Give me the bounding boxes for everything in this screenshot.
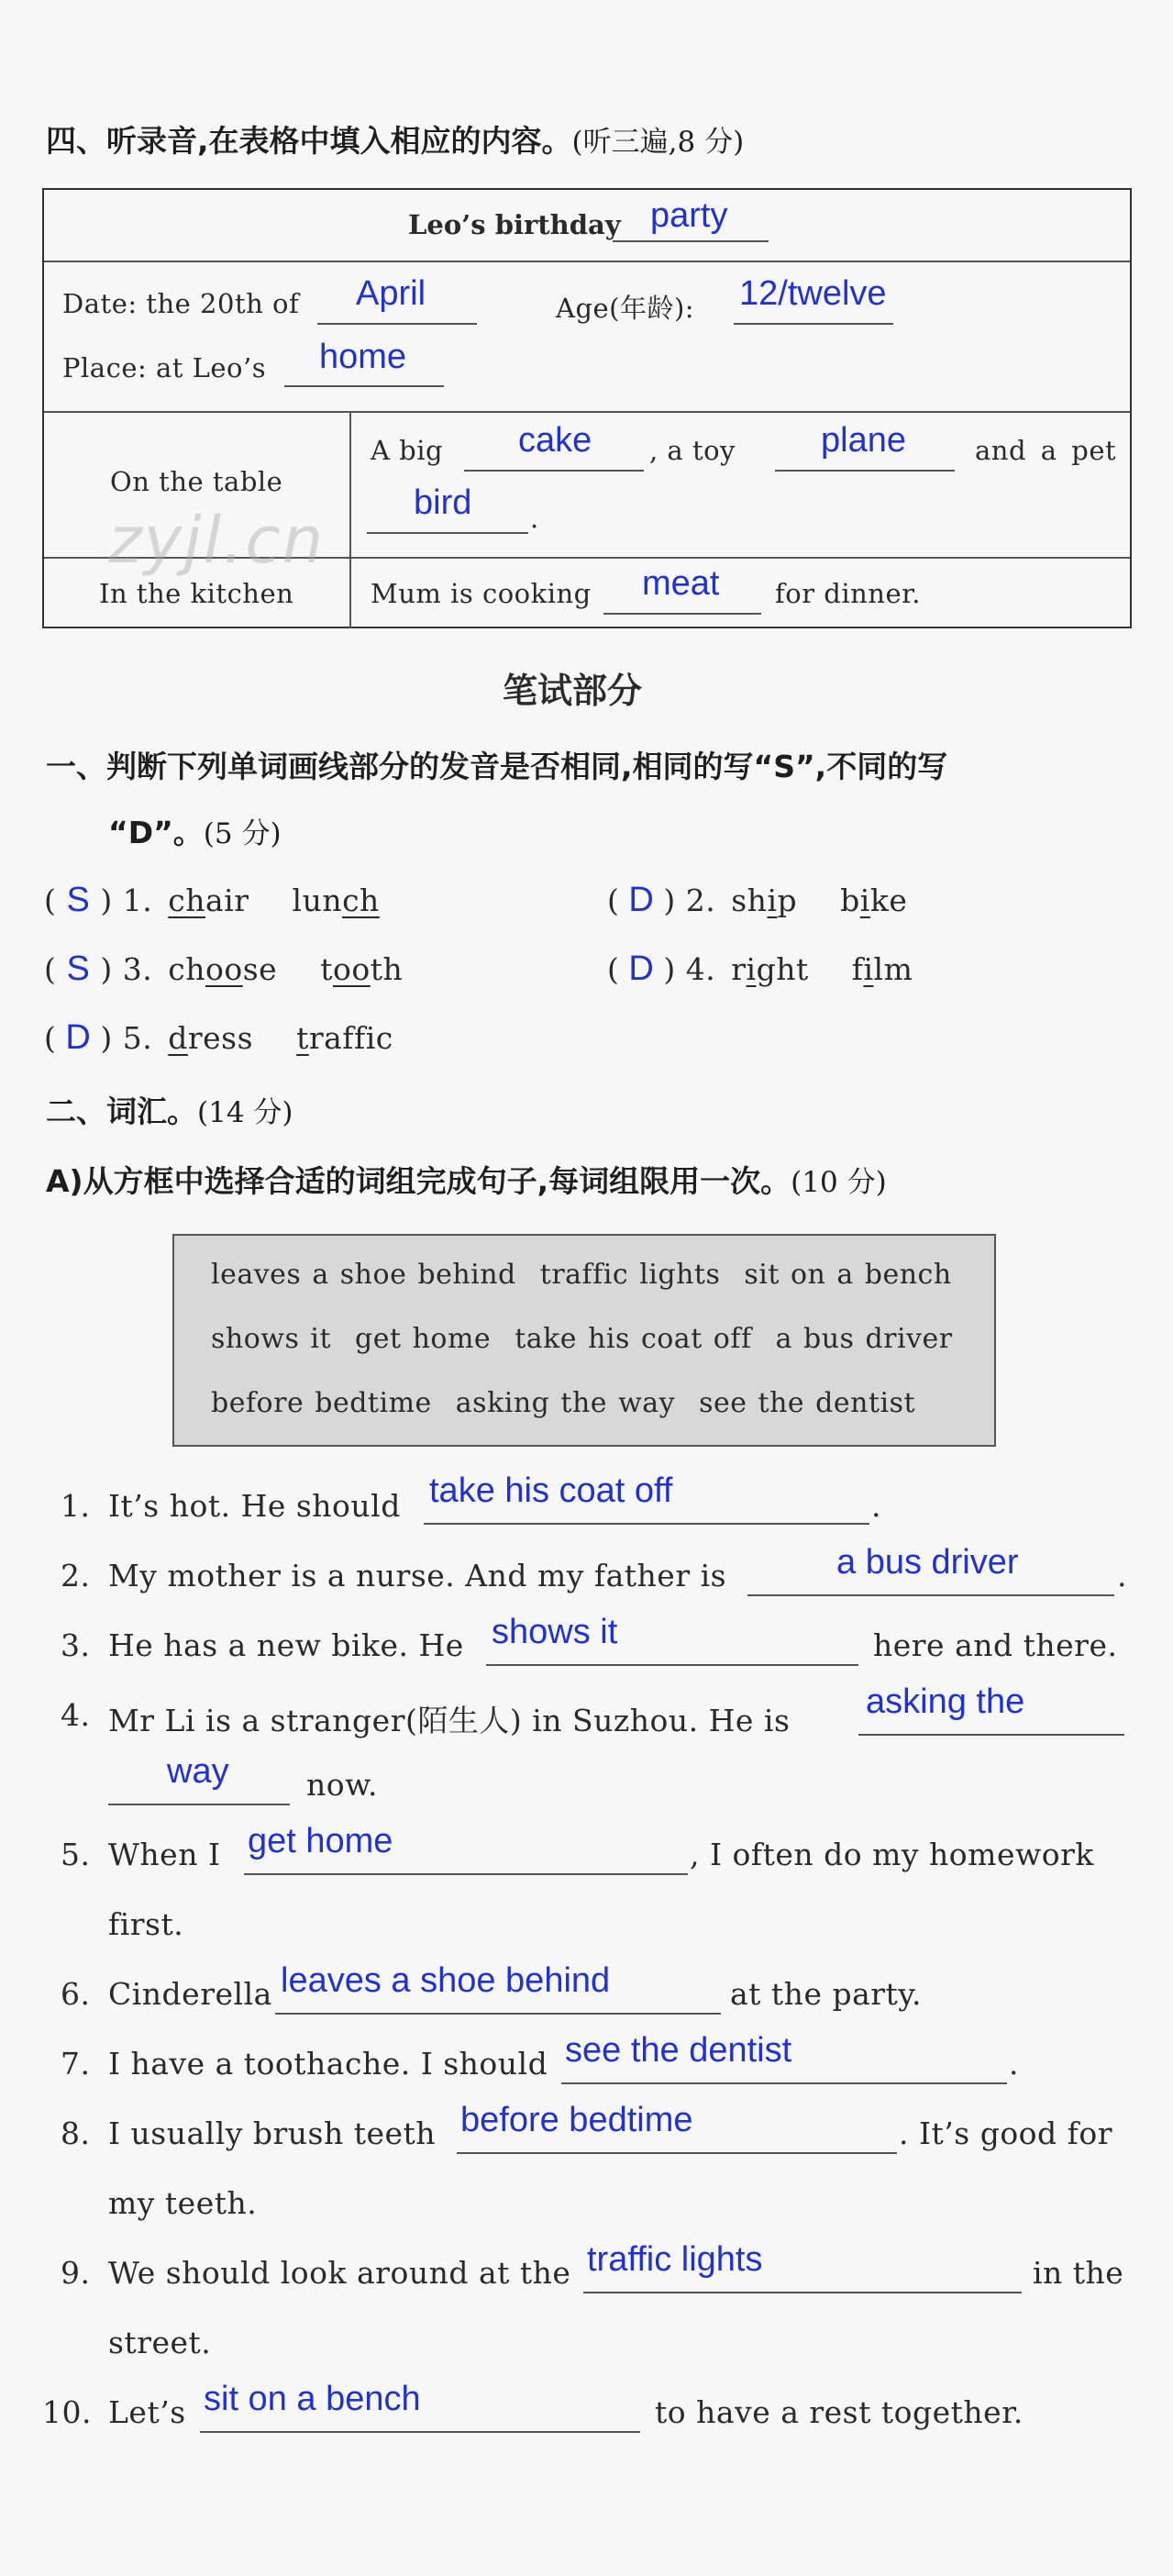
part2-points: (14 分) xyxy=(197,1096,293,1129)
table-answer-2: plane xyxy=(821,421,906,460)
q1-post: . xyxy=(871,1488,881,1524)
q6-pre: Cinderella xyxy=(108,1976,272,2012)
table-text-1: A big xyxy=(371,435,444,466)
table-label: On the table xyxy=(110,466,283,497)
phrase: get home xyxy=(355,1323,492,1355)
q8-num: 8. xyxy=(61,2115,91,2151)
phrase: shows it xyxy=(211,1323,332,1355)
q9-num: 9. xyxy=(61,2255,91,2291)
phonics-item-3: ( S ) 3. choose tooth xyxy=(44,949,404,988)
part2-sub-a-text: A)从方框中选择合适的词组完成句子,每词组限用一次。 xyxy=(46,1163,791,1199)
date-answer: April xyxy=(356,274,426,313)
q5-num: 5. xyxy=(61,1837,91,1872)
phonics-answer-2: D xyxy=(628,881,655,919)
q8-pre: I usually brush teeth xyxy=(108,2115,437,2151)
phonics-num-3: 3. xyxy=(122,951,153,987)
phrase: asking the way xyxy=(455,1387,676,1419)
q3-num: 3. xyxy=(61,1627,91,1663)
table-text-3: and a pet xyxy=(975,435,1117,466)
phrase: see the dentist xyxy=(699,1387,916,1419)
part4-points: (听三遍,8 分) xyxy=(571,126,745,159)
q5-pre: When I xyxy=(108,1837,221,1872)
word-box-row-3 xyxy=(211,1387,915,1419)
q9-answer: traffic lights xyxy=(587,2240,763,2279)
phonics-answer-5: D xyxy=(65,1018,92,1057)
part1-points: (5 分) xyxy=(203,817,282,850)
q7-num: 7. xyxy=(61,2046,91,2082)
phrase: before bedtime xyxy=(211,1387,432,1419)
phrase: a bus driver xyxy=(775,1323,953,1355)
q2-answer: a bus driver xyxy=(836,1543,1019,1582)
q8-post2: my teeth. xyxy=(108,2185,258,2221)
table-text-4: . xyxy=(530,503,539,534)
q8-post: . It’s good for xyxy=(899,2115,1113,2151)
place-label: Place: at Leo’s xyxy=(62,352,267,383)
part4-heading-text: 四、听录音,在表格中填入相应的内容。 xyxy=(46,123,572,159)
table-answer-1: cake xyxy=(518,421,592,460)
kitchen-text-1: Mum is cooking xyxy=(371,578,592,609)
q4-answer-1: asking the xyxy=(866,1682,1025,1721)
part4-heading xyxy=(46,117,744,161)
q2-post: . xyxy=(1117,1558,1127,1593)
q9-pre: We should look around at the xyxy=(108,2255,571,2291)
q5-post: , I often do my homework xyxy=(690,1837,1094,1872)
q6-post: at the party. xyxy=(730,1976,923,2012)
date-label: Date: the 20th of xyxy=(62,288,300,319)
q4-post: now. xyxy=(306,1767,378,1803)
phrase: traffic lights xyxy=(539,1259,721,1291)
part2-sub-a xyxy=(46,1158,887,1201)
place-answer: home xyxy=(319,338,407,376)
q1-pre: It’s hot. He should xyxy=(108,1488,401,1524)
q5-answer: get home xyxy=(248,1822,393,1860)
q7-post: . xyxy=(1009,2046,1019,2082)
q2-num: 2. xyxy=(61,1558,91,1593)
q9-post: in the xyxy=(1033,2255,1124,2291)
phonics-answer-4: D xyxy=(628,949,655,988)
q3-pre: He has a new bike. He xyxy=(108,1627,464,1663)
phrase: sit on a bench xyxy=(744,1259,952,1291)
phonics-num-5: 5. xyxy=(122,1020,153,1056)
q9-post2: street. xyxy=(108,2325,212,2360)
q4-answer-2: way xyxy=(167,1752,229,1791)
part1-heading-line2 xyxy=(108,809,282,852)
part1-heading-line1: 一、判断下列单词画线部分的发音是否相同,相同的写“S”,不同的写 xyxy=(46,749,948,784)
phonics-item-1: ( S ) 1. chair lunch xyxy=(44,881,380,919)
q3-post: here and there. xyxy=(873,1627,1118,1663)
phrase: leaves a shoe behind xyxy=(211,1259,516,1291)
kitchen-text-2: for dinner. xyxy=(775,578,922,609)
table-text-2: , a toy xyxy=(649,435,736,466)
q10-post: to have a rest together. xyxy=(655,2394,1024,2430)
phonics-num-2: 2. xyxy=(685,883,716,918)
q10-num: 10. xyxy=(42,2394,92,2430)
phonics-item-5: ( D ) 5. dress traffic xyxy=(44,1018,393,1057)
table-answer-3: bird xyxy=(414,483,472,522)
kitchen-answer: meat xyxy=(642,564,720,603)
watermark: zyjl.cn xyxy=(108,503,326,578)
part2-heading-text: 二、词汇。 xyxy=(46,1094,197,1129)
written-section-title: 笔试部分 xyxy=(503,671,643,711)
age-label: Age(年龄): xyxy=(556,293,695,324)
q4-num: 4. xyxy=(61,1697,91,1733)
phonics-num-1: 1. xyxy=(122,883,153,918)
q5-post2: first. xyxy=(108,1906,184,1942)
q2-pre: My mother is a nurse. And my father is xyxy=(108,1558,727,1593)
q7-pre: I have a toothache. I should xyxy=(108,2046,548,2082)
word-box-row-1 xyxy=(211,1259,952,1291)
phonics-answer-1: S xyxy=(66,881,91,919)
q7-answer: see the dentist xyxy=(565,2031,792,2070)
q10-pre: Let’s xyxy=(108,2394,186,2430)
phrase: take his coat off xyxy=(515,1323,752,1355)
part1-heading-line2-text: “D”。 xyxy=(108,815,204,850)
q8-answer: before bedtime xyxy=(460,2101,693,2139)
q10-answer: sit on a bench xyxy=(204,2380,421,2418)
phonics-item-2: ( D ) 2. ship bike xyxy=(607,881,908,919)
q1-num: 1. xyxy=(61,1488,91,1524)
word-box-row-2 xyxy=(211,1323,953,1355)
q1-answer: take his coat off xyxy=(429,1471,673,1510)
title-answer: party xyxy=(650,196,728,235)
phonics-answer-3: S xyxy=(66,949,91,988)
phonics-item-4: ( D ) 4. right film xyxy=(607,949,913,988)
kitchen-label: In the kitchen xyxy=(99,578,294,609)
q6-num: 6. xyxy=(61,1976,91,2012)
phonics-num-4: 4. xyxy=(685,951,716,987)
table-title: Leo’s birthday xyxy=(408,209,621,240)
age-answer: 12/twelve xyxy=(739,274,887,313)
q3-answer: shows it xyxy=(492,1613,618,1651)
part2-sub-a-points: (10 分) xyxy=(791,1166,887,1199)
q4-pre: Mr Li is a stranger(陌生人) in Suzhou. He is xyxy=(108,1703,791,1738)
q6-answer: leaves a shoe behind xyxy=(281,1961,611,2000)
part2-heading xyxy=(46,1088,293,1131)
